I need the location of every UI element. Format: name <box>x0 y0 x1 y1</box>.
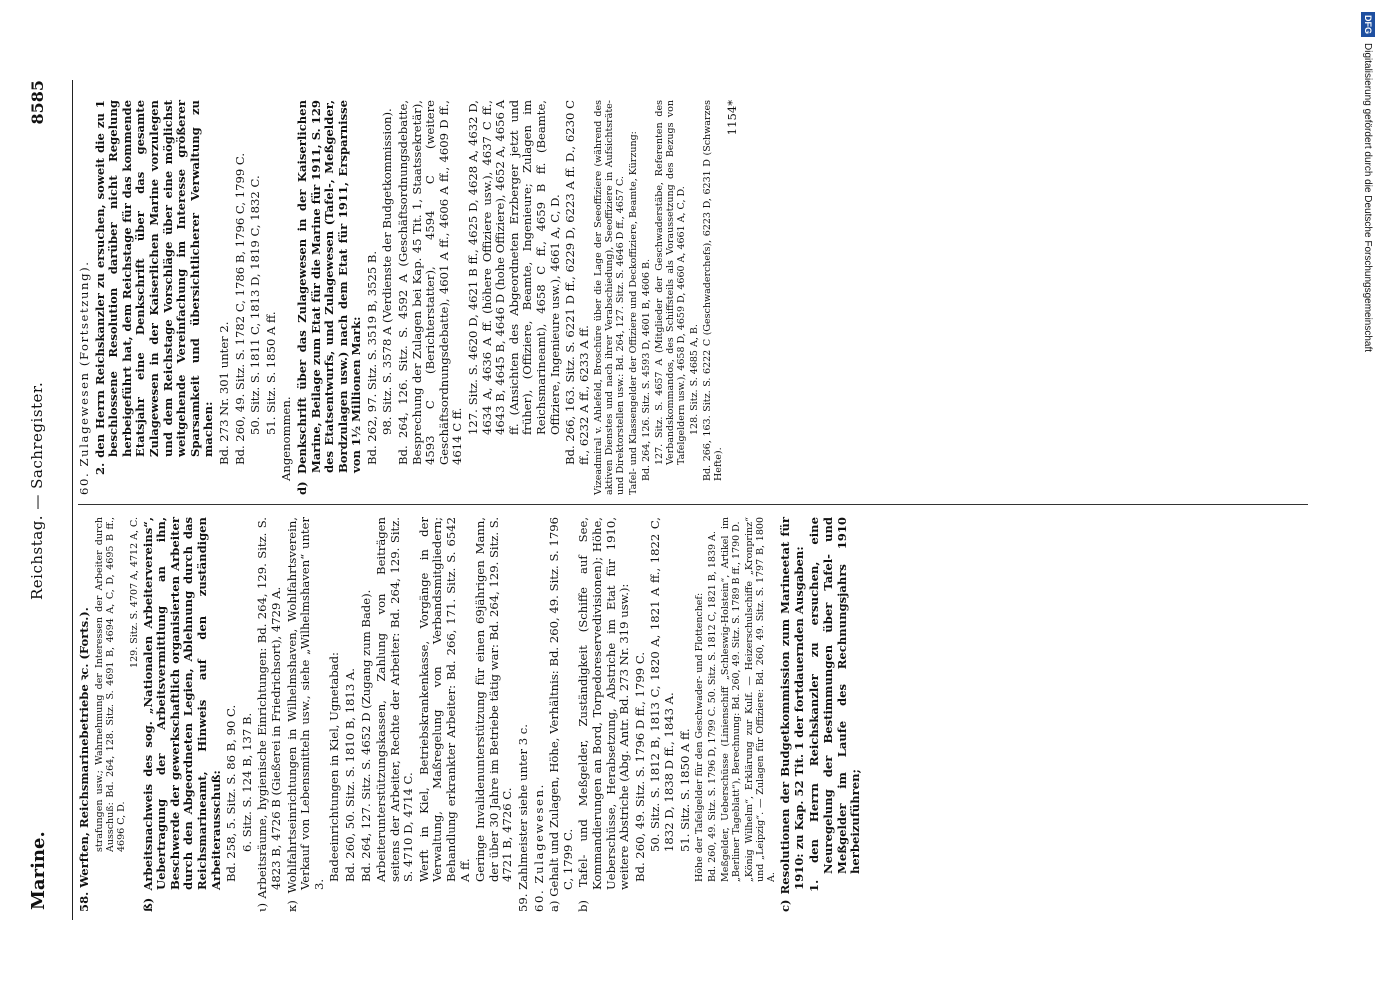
entry-ref: 50. Sitz. S. 1811 C, 1813 D, 1819 C, 1832 C. <box>248 175 263 435</box>
entry-text: Badeeinrichtungen in Kiel, Ugnetabad: <box>327 652 342 882</box>
entry-ref: 6. Sitz. S. 124 B, 137 B. <box>239 712 254 852</box>
entry-ref: Bd. 264, 126. Sitz. S. 4592 A (Geschäftsordnungsdebatte, Besprechung der Zulagen bei Kap. 45 Tit. 1, Staatssekretär), 4593 C (Berichterstatter), 4594 C (weitere Geschäftsordnungsdebatte), 4601 A ff., 4606 A ff., 4609 D ff., 4614 C ff. <box>396 100 465 465</box>
entry-text: 2. den Herrn Reichskanzler zu ersuchen, soweit die zu 1 beschlossene Resolution darüber nicht Regelung herbeigeführt hat, dem Reichstage für das kommende Etatsjahr eine Denkschrift über das gesamte Zulagewesen in der Kaiserlichen Marine vorzulegen und dem Reichstage Vorschläge über eine möglichst weitgehende Vereinfachung im Interesse größerer Sparsamkeit und übersichtlicherer Verwaltung zu machen: <box>92 100 216 475</box>
entry-heading: 60. Zulagewesen (Fortsetzung). <box>77 260 91 495</box>
left-column <box>78 517 865 912</box>
entry-text: Arbeiterunterstützungskassen, Zahlung von Beiträgen seitens der Arbeiter, Rechte der Arbeiter: Bd. 264, 129. Sitz. S. 4710 D, 4714 C. <box>374 517 416 882</box>
entry-ref: Bd. 266, 163. Sitz. S. 6222 C (Geschwaderchefs), 6223 D, 6231 D (Schwarzes Hefte). <box>702 100 725 481</box>
page-number: 8585 <box>28 80 47 125</box>
entry-ref: Bd. 260, 49. Sitz. S. 1782 C, 1786 B, 1796 C, 1799 C. <box>232 152 247 465</box>
entry-ref: 127. Sitz. S. 4657 A (Mitglieder der Geschwaderstäbe, Referenten des Verbandskommandos, des Schiffsteils als Voraussetzung des Bezugs von Tafelgeldern usw.), 4658 D, 4659 D, 4660 A, 4661 A, C, D. <box>654 100 688 465</box>
entry-ref: Bd. 258, 5. Sitz. S. 86 B, 90 C. <box>224 704 239 882</box>
entry-text: Tafel- und Klassengelder der Offiziere und Deckoffiziere, Beamte, Kürzung: <box>628 131 640 495</box>
entry-text: Geringe Invalidenunterstützung für einen 69jährigen Mann, der über 30 Jahre im Betriebe tätig war: Bd. 264, 129. Sitz. S. 4721 B, 4726 C. <box>473 517 515 882</box>
entry-ref: 50. Sitz. S. 1812 B, 1813 C, 1820 A, 1821 A ff., 1822 C, 1832 D, 1838 D ff., 1843 A. <box>648 517 676 852</box>
entry-ref: 98. Sitz. S. 3578 A (Verdienste der Budgetkommission). <box>380 108 395 435</box>
entry-text: Meßgelder, Ueberschüsse (Linienschiff „Schleswig-Holstein“, Artikel im „Berliner Tageblatt“), Berechnung: Bd. 260, 49. Sitz. S. 1789 B ff., 1790 D. <box>720 517 743 882</box>
page-signature: 1154* <box>725 100 740 136</box>
entry-ref: 127. Sitz. S. 4620 D, 4621 B ff., 4625 D, 4628 A, 4632 D, 4634 A, 4636 A ff. (höhere Offiziere usw.), 4637 C ff., 4643 B, 4645 B, 4646 D (hohe Offiziere), 4652 A, 4656 A ff. (Ansichten des Abgeordneten Erzberger jetzt und früher), (Offiziere, Beamte, Ingenieure; Zulagen im Reichsmarineamt), 4658 C ff., 4659 B ff. (Beamte, Offiziere, Ingenieure usw.), 4661 A, C, D. <box>466 100 562 435</box>
entry-ref: 128. Sitz. S. 4685 A, B. <box>689 324 701 435</box>
entry-ref: 129. Sitz. S. 4707 A, 4712 A, C. <box>128 517 140 668</box>
entry-ref: Bd. 260, 49. Sitz. S. 1796 D ff., 1799 C. <box>632 651 647 882</box>
entry-heading: 58. Werften, Reichsmarinebetriebe ꝛc. (Forts.). <box>77 607 91 912</box>
running-head <box>28 80 68 910</box>
entry-ref: Bd. 260, 49. Sitz. S. 1796 D, 1799 C. 50. Sitz. S. 1812 C, 1821 B, 1839 A. <box>707 531 719 882</box>
right-column <box>78 100 742 495</box>
digitization-note <box>1358 6 1382 1000</box>
entry-text: a) Gehalt und Zulagen, Höhe, Verhältnis: Bd. 260, 49. Sitz. S. 1796 C, 1799 C. <box>547 517 575 912</box>
entry-text: strafungen usw.; Wahrnehmung der Interessen der Arbeiter durch Ausschuß: Bd. 264, 128. Sitz. S. 4691 B, 4694 A, C, D, 4695 B ff., 4696 C, D. <box>93 517 127 852</box>
entry-text: 1. den Herrn Reichskanzler zu ersuchen, eine Neuregelung der Bestimmungen über Tafel- und Meßgelder im Laufe des Rechnungsjahrs 1910 herbeizuführen; <box>807 517 863 892</box>
entry-text: κ) Wohlfahrtseinrichtungen in Wilhelmshaven, Wohlfahrtsverein, Verkauf von Lebensmitteln usw., siehe „Wilhelmshaven“ unter 3. <box>284 517 326 912</box>
funding-note: Digitalisierung gefördert durch die Deutsche Forschungsgemeinschaft <box>1362 43 1373 353</box>
entry-text: d) Denkschrift über das Zulagewesen in der Kaiserlichen Marine, Beilage zum Etat für die Marine für 1911, S. 129 des Etatsentwurfs, und Zulagewesen (Tafel-, Meßgelder, Bordzulagen usw.) nach dem Etat für 1911, Ersparnisse von 1½ Millionen Mark: <box>294 100 364 495</box>
entry-text: Vizeadmiral v. Ahlefeld, Broschüre über die Lage der Seeoffiziere (während des aktiven Dienstes und nach ihrer Verabschiedung), Seeoffiziere in Aufsichtsräte- und Direktorstellen usw.: Bd. 264, 127. Sitz. S. 4646 D ff., 4657 C. <box>593 100 627 495</box>
entry-ref: Bd. 260, 50. Sitz. S. 1810 B, 1813 A. <box>342 668 357 882</box>
entry-text: ß) Arbeitsnachweis des sog. „Nationalen Arbeitervereins“, Uebertragung der Arbeitsvermittlung an ihn, Beschwerde der gewerkschaftlich organisierten Arbeiter durch den Abgeordneten Legien, Ablehnung durch das Reichsmarineamt, Hinweis auf den zuständigen Arbeiterausschuß: <box>140 517 223 912</box>
entry-text: Werft in Kiel, Betriebskrankenkasse, Vorgänge in der Verwaltung, Maßregelung von Verbandsmitgliedern; Behandlung erkrankter Arbeiter: Bd. 266, 171. Sitz. S. 6542 A ff. <box>416 517 472 882</box>
entry-ref: 51. Sitz. S. 1850 A ff. <box>263 311 278 435</box>
entry-text: „König Wilhelm“, Erklärung zur Kulf. — Heizerschulschiffe „Kronprinz“ und „Leipzig“. — Zulagen für Offiziere: Bd. 260, 49. Sitz. S. 1797 B, 1800 A. <box>744 517 778 882</box>
entry-heading: 59. Zahlmeister siehe unter 3 c. <box>516 724 531 912</box>
entry-ref: Bd. 264, 126. Sitz. S. 4593 D, 4601 B, 4606 B. <box>641 259 653 481</box>
running-title: Reichstag. — Sachregister. <box>28 381 46 600</box>
entry-ref: Bd. 266, 163. Sitz. S. 6221 D ff., 6229 D, 6223 A ff. D., 6230 C ff., 6232 A ff., 6233 A ff. <box>563 100 591 465</box>
entry-ref: Bd. 273 Nr. 301 unter 2. <box>216 321 231 465</box>
entry-text: c) Resolutionen der Budgetkommission zum Marineetat für 1910: zu Kap. 52 Tit. 1 der fortdauernden Ausgaben: <box>778 517 806 912</box>
section-headword: Marine. <box>28 831 49 910</box>
entry-ref: 51. Sitz. S. 1850 A ff. <box>677 728 692 852</box>
entry-text: Angenommen. <box>279 396 294 481</box>
entry-ref: Bd. 262, 97. Sitz. S. 3519 B, 3525 B. <box>364 250 379 465</box>
entry-text: b) Tafel- und Meßgelder, Zuständigkeit (Schiffe auf See, Kommandierungen an Bord, Torpedoreservedivisionen); Höhe, Ueberschüsse, Herabsetzung, Abstriche im Etat für 1910, weitere Abstriche (Abg. Antr. Bd. 273 Nr. 319 usw.): <box>576 517 632 912</box>
entry-ref: Bd. 264, 127. Sitz. S. 4652 D (Zugang zum Bade). <box>358 589 373 882</box>
header-rule <box>72 80 73 920</box>
dfg-logo: DFG <box>1361 12 1375 37</box>
entry-heading: 60. Zulagewesen. <box>531 783 546 912</box>
entry-text: Höhe der Tafelgelder für den Geschwader- und Flottenchef: <box>694 592 706 882</box>
column-divider <box>78 504 1308 505</box>
entry-text: ι) Arbeitsräume, hygienische Einrichtungen: Bd. 264, 129. Sitz. S. 4823 B, 4726 B (Gießerei in Friedrichsort), 4729 A. <box>255 517 283 912</box>
